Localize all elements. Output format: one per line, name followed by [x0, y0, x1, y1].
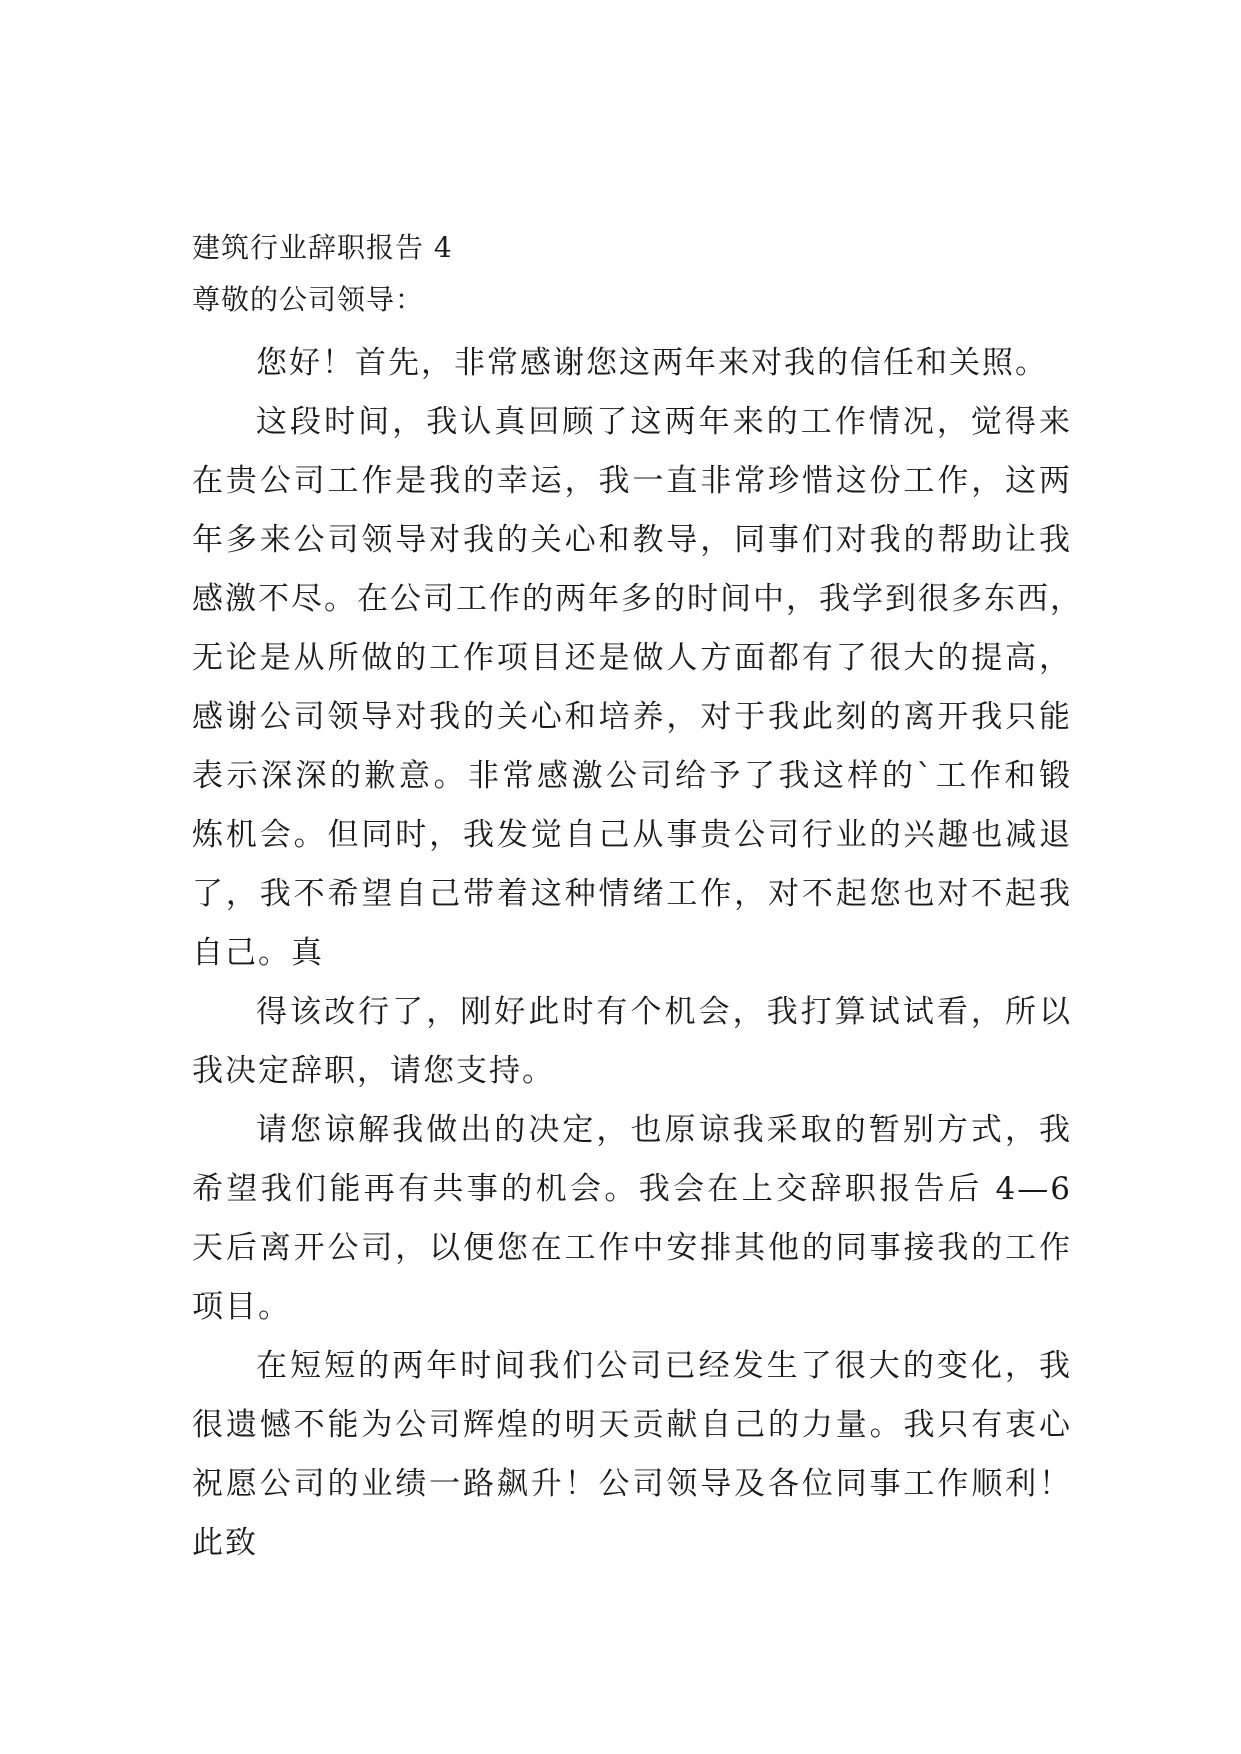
text-line: 天后离开公司，以便您在工作中安排其他的同事接我的工作 [192, 1230, 1072, 1266]
text-line: 表示深深的歉意。非常感激公司给予了我这样的`工作和锻 [192, 758, 1072, 794]
text-line: 年多来公司领导对我的关心和教导，同事们对我的帮助让我 [192, 522, 1072, 558]
text-line: 我决定辞职，请您支持。 [192, 1053, 555, 1089]
text-line: 感谢公司领导对我的关心和培养，对于我此刻的离开我只能 [192, 699, 1072, 735]
text-line: 在短短的两年时间我们公司已经发生了很大的变化，我 [256, 1348, 1072, 1384]
text-line: 此致 [192, 1525, 258, 1561]
text-line: 这段时间，我认真回顾了这两年来的工作情况，觉得来 [256, 404, 1072, 440]
salutation: 尊敬的公司领导： [192, 283, 425, 316]
paragraph-apology [192, 1101, 1072, 1337]
text-line: 很遗憾不能为公司辉煌的明天贡献自己的力量。我只有衷心 [192, 1407, 1072, 1443]
paragraph-decision [192, 983, 1072, 1101]
text-line: 项目。 [192, 1289, 291, 1325]
text-line: 您好！首先，非常感谢您这两年来对我的信任和关照。 [256, 345, 1048, 381]
text-line: 感激不尽。在公司工作的两年多的时间中，我学到很多东西， [192, 581, 1083, 617]
text-line: 希望我们能再有共事的机会。我会在上交辞职报告后 4—6 [192, 1171, 1072, 1207]
paragraph-greeting [192, 334, 1072, 393]
paragraph-reflection [192, 393, 1083, 983]
text-line: 了，我不希望自己带着这种情绪工作，对不起您也对不起我 [192, 876, 1072, 912]
text-line: 炼机会。但同时，我发觉自己从事贵公司行业的兴趣也减退 [192, 817, 1072, 853]
text-line: 无论是从所做的工作项目还是做人方面都有了很大的提高， [192, 640, 1072, 676]
text-line: 请您谅解我做出的决定，也原谅我采取的暂别方式，我 [256, 1112, 1072, 1148]
document-title: 建筑行业辞职报告 4 [192, 231, 453, 264]
document-body [192, 222, 1083, 1573]
paragraph-closing [192, 1337, 1072, 1573]
text-line: 祝愿公司的业绩一路飙升！公司领导及各位同事工作顺利！ [192, 1466, 1072, 1502]
text-line: 在贵公司工作是我的幸运，我一直非常珍惜这份工作，这两 [192, 463, 1072, 499]
text-line: 得该改行了，刚好此时有个机会，我打算试试看，所以 [256, 994, 1072, 1030]
text-line: 自己。真 [192, 935, 324, 971]
